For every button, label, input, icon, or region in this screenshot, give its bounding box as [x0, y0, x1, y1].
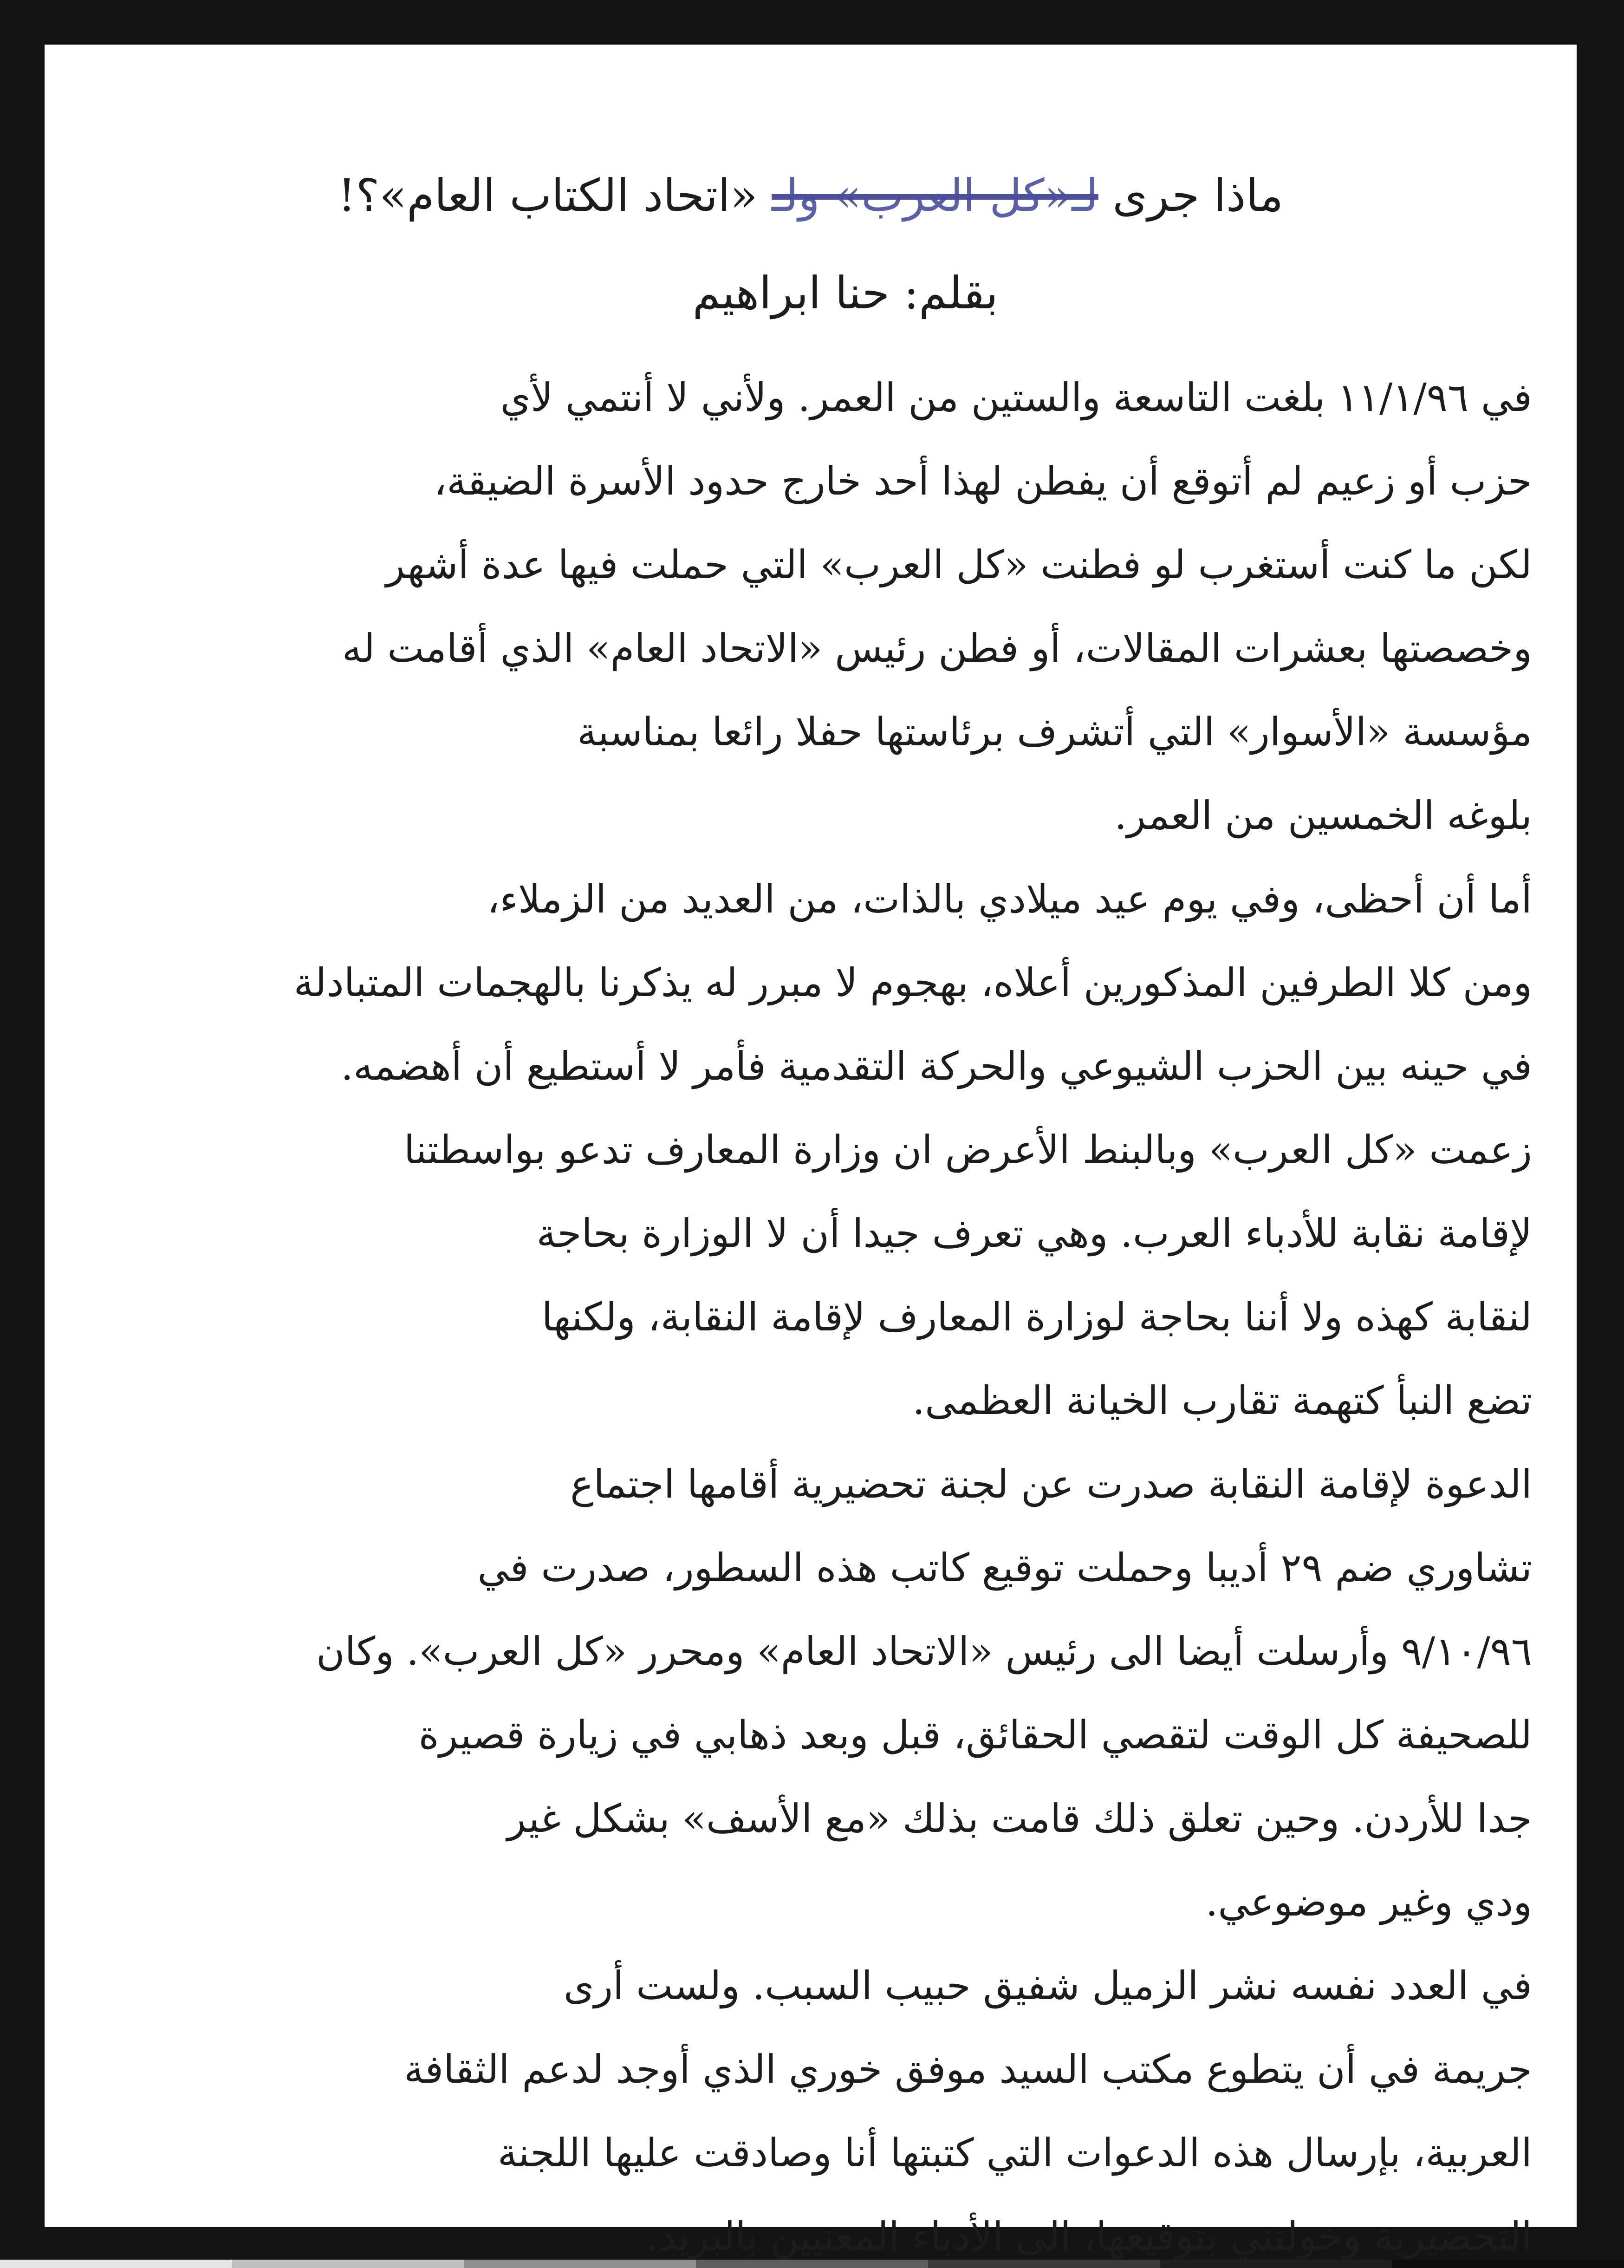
letter-line: في العدد نفسه نشر الزميل شفيق حبيب السبب. ولست أرى — [563, 1963, 1532, 2008]
calibration-swatch — [928, 2260, 1160, 2268]
letter-line: أما أن أحظى، وفي يوم عيد ميلادي بالذات، من العديد من الزملاء، — [487, 876, 1532, 922]
calibration-swatch — [696, 2260, 928, 2268]
letter-line: التحضيرية وخولتني بتوقيعها، الى الأدباء المعنيين بالبريد. — [646, 2214, 1532, 2259]
letter-line: الدعوة لإقامة النقابة صدرت عن لجنة تحضيرية أقامها اجتماع — [570, 1461, 1532, 1507]
letter-line: حزب أو زعيم لم أتوقع أن يفطن لهذا أحد خارج حدود الأسرة الضيقة، — [434, 458, 1532, 504]
letter-line: لنقابة كهذه ولا أننا بحاجة لوزارة المعارف لإقامة النقابة، ولكنها — [541, 1294, 1532, 1340]
letter-line: العربية، بإرسال هذه الدعوات التي كتبتها أنا وصادقت عليها اللجنة — [497, 2130, 1532, 2176]
letter-line: وخصصتها بعشرات المقالات، أو فطن رئيس «الاتحاد العام» الذي أقامت له — [342, 626, 1532, 671]
calibration-swatch — [232, 2260, 464, 2268]
calibration-swatch — [464, 2260, 696, 2268]
letter-line: جريمة في أن يتطوع مكتب السيد موفق خوري الذي أوجد لدعم الثقافة — [403, 2046, 1532, 2092]
letter-line: لإقامة نقابة للأدباء العرب. وهي تعرف جيدا أن لا الوزارة بحاجة — [536, 1211, 1532, 1256]
calibration-swatch — [0, 2260, 232, 2268]
color-calibration-strip — [0, 2260, 1624, 2268]
handwritten-letter-sheet — [45, 45, 1577, 2259]
letter-title — [89, 165, 1532, 226]
letter-line: تشاوري ضم ٢٩ أديبا وحملت توقيع كاتب هذه السطور، صدرت في — [477, 1545, 1532, 1590]
title-suffix: «اتحاد الكتاب العام»؟! — [338, 169, 758, 222]
letter-line: تضع النبأ كتهمة تقارب الخيانة العظمى. — [912, 1378, 1532, 1423]
byline: بقلم: حنا ابراهيم — [692, 267, 998, 319]
letter-line: ومن كلا الطرفين المذكورين أعلاه، بهجوم لا مبرر له يذكرنا بالهجمات المتبادلة — [293, 960, 1532, 1005]
letter-line: في حينه بين الحزب الشيوعي والحركة التقدمية فأمر لا أستطيع أن أهضمه. — [341, 1043, 1532, 1089]
letter-line: في ١١/١/٩٦ بلغت التاسعة والستين من العمر. ولأني لا أنتمي لأي — [500, 375, 1532, 420]
letter-line: ودي وغير موضوعي. — [1205, 1879, 1532, 1925]
title-struck-out-words: لـ«كل العرب» ولـ — [772, 169, 1098, 222]
letter-line: جدا للأردن. وحين تعلق ذلك قامت بذلك «مع الأسف» بشكل غير — [507, 1796, 1532, 1841]
calibration-swatch — [1392, 2260, 1624, 2268]
letter-line: للصحيفة كل الوقت لتقصي الحقائق، قبل وبعد ذهابي في زيارة قصيرة — [418, 1712, 1532, 1758]
letter-line: زعمت «كل العرب» وبالبنط الأعرض ان وزارة المعارف تدعو بواسطتنا — [403, 1127, 1532, 1173]
title-prefix: ماذا جرى — [1112, 169, 1284, 222]
letter-line: لكن ما كنت أستغرب لو فطنت «كل العرب» التي حملت فيها عدة أشهر — [386, 542, 1532, 587]
calibration-swatch — [1160, 2260, 1392, 2268]
letter-line: ٩/١٠/٩٦ وأرسلت أيضا الى رئيس «الاتحاد العام» ومحرر «كل العرب». وكان — [316, 1629, 1532, 1674]
letter-line: مؤسسة «الأسوار» التي أتشرف برئاستها حفلا رائعا بمناسبة — [577, 709, 1532, 755]
letter-line: بلوغه الخمسين من العمر. — [1114, 793, 1532, 838]
